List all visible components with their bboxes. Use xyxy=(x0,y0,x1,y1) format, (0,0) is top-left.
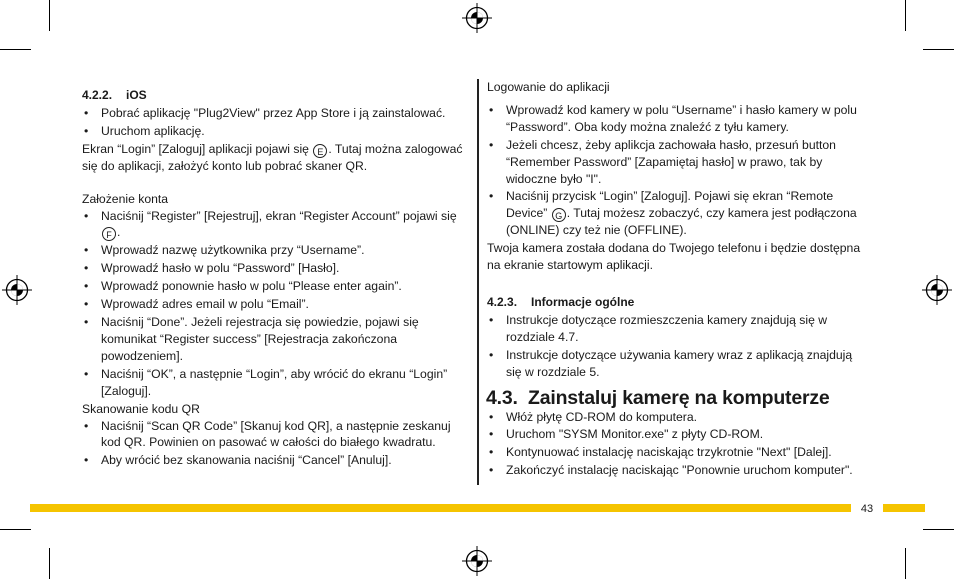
list-item: • Wprowadź kod kamery w polu “Username” i hasło kamery w polu “Password”. Oba kody można znaleźć z tyłu kamery. xyxy=(487,102,862,136)
general-info-list xyxy=(487,312,862,381)
section-heading-number: 4.3. xyxy=(486,386,518,409)
list-item-text: . Tutaj możesz zobaczyć, czy kamera jest podłączona (ONLINE) czy też nie (OFFLINE). xyxy=(506,206,857,238)
list-item: • Naciśnij “Done”. Jeżeli rejestracja się powiedzie, pojawi się komunikat “Register success” [Rejestracja zakończona powodzeniem]. xyxy=(82,314,467,365)
registration-mark-icon xyxy=(462,3,492,33)
ios-steps-list xyxy=(82,105,467,140)
screen-e-icon: E xyxy=(313,144,327,158)
list-item: • Wprowadź hasło w polu “Password” [Hasło]. xyxy=(82,260,467,277)
screen-g-icon: G xyxy=(552,208,566,222)
crop-mark xyxy=(905,548,906,579)
list-item: • Jeżeli chcesz, żeby aplikcja zachowała hasło, przesuń button “Remember Password” [Zapamiętaj hasło] w prawo, tak by widoczne było "I". xyxy=(487,137,862,188)
list-item: • Instrukcje dotyczące rozmieszczenia kamery znajdują się w rozdziale 4.7. xyxy=(487,312,862,346)
list-item: • Zakończyć instalację naciskając "Ponownie uruchom komputer". xyxy=(487,462,862,479)
right-column xyxy=(487,78,862,480)
registration-mark-icon xyxy=(462,546,492,576)
camera-added-paragraph: Twoja kamera została dodana do Twojego telefonu i będzie dostępna na ekranie startowym aplikacji. xyxy=(487,241,861,273)
list-item: • Uruchom aplikację. xyxy=(82,123,467,140)
crop-mark xyxy=(0,529,31,530)
general-info-heading xyxy=(487,294,862,311)
ios-heading-number: 4.2.2. xyxy=(82,88,113,102)
list-item-text: Naciśnij przycisk “Login” [Zaloguj]. Pojawi się ekran “Remote Device” xyxy=(506,189,834,221)
left-column xyxy=(82,78,467,470)
list-item: • Naciśnij “OK”, a następnie “Login”, aby wrócić do ekranu “Login” [Zaloguj]. xyxy=(82,366,467,400)
list-item: • Uruchom "SYSM Monitor.exe" z płyty CD-ROM. xyxy=(487,426,862,443)
list-item-text: Naciśnij “Register” [Rejestruj], ekran “Register Account” pojawi się xyxy=(101,208,457,223)
footer-accent-bar xyxy=(883,504,925,512)
page-number: 43 xyxy=(860,503,874,515)
screen-f-icon: F xyxy=(102,227,116,241)
paragraph-text: Ekran “Login” [Zaloguj] aplikacji pojawi się xyxy=(82,141,309,156)
app-login-steps-list xyxy=(487,102,862,239)
list-item: • Wprowadź adres email w polu “Email”. xyxy=(82,296,467,313)
crop-mark xyxy=(923,529,954,530)
login-screen-paragraph xyxy=(82,141,467,175)
registration-mark-icon xyxy=(2,275,32,305)
general-info-heading-number: 4.2.3. xyxy=(487,295,518,310)
list-item: • Wprowadź ponownie hasło w polu “Please enter again”. xyxy=(82,278,467,295)
list-item: • Włóż płytę CD-ROM do komputera. xyxy=(487,409,862,426)
footer-accent-bar xyxy=(30,504,851,512)
paragraph-text: . Tutaj można zalogować się do aplikacji, założyć konto lub pobrać skaner QR. xyxy=(82,141,463,173)
crop-mark xyxy=(49,0,50,31)
qr-scan-label: Skanowanie kodu QR xyxy=(82,401,200,416)
list-item-text: . xyxy=(117,225,121,240)
column-divider xyxy=(477,79,479,485)
section-heading-title: Zainstaluj kamerę na komputerze xyxy=(528,386,830,409)
app-login-label: Logowanie do aplikacji xyxy=(487,80,610,94)
account-steps-list xyxy=(82,208,467,400)
qr-steps-list xyxy=(82,418,467,470)
crop-mark xyxy=(49,548,50,579)
registration-mark-icon xyxy=(922,275,952,305)
list-item: • Pobrać aplikację "Plug2View" przez App Store i ją zainstalować. xyxy=(82,105,467,122)
install-steps-list xyxy=(487,409,862,480)
general-info-heading-title: Informacje ogólne xyxy=(531,295,635,310)
list-item xyxy=(487,188,862,239)
ios-heading-title: iOS xyxy=(126,88,147,102)
account-creation-label: Założenie konta xyxy=(82,191,169,206)
crop-mark xyxy=(923,49,954,50)
list-item: • Instrukcje dotyczące używania kamery wraz z aplikacją znajdują się w rozdziale 5. xyxy=(487,347,862,381)
list-item: • Wprowadź nazwę użytkownika przy “Username”. xyxy=(82,242,467,259)
crop-mark xyxy=(0,49,31,50)
ios-heading xyxy=(82,87,467,104)
section-heading xyxy=(486,386,862,409)
list-item: • Aby wrócić bez skanowania naciśnij “Cancel” [Anuluj]. xyxy=(82,452,467,469)
crop-mark xyxy=(905,0,906,31)
list-item: • Kontynuować instalację naciskając trzykrotnie "Next" [Dalej]. xyxy=(487,444,862,461)
list-item xyxy=(82,208,467,242)
list-item: • Naciśnij “Scan QR Code” [Skanuj kod QR], a następnie zeskanuj kod QR. Powinien on pasować w całości do białego kwadratu. xyxy=(82,418,467,452)
